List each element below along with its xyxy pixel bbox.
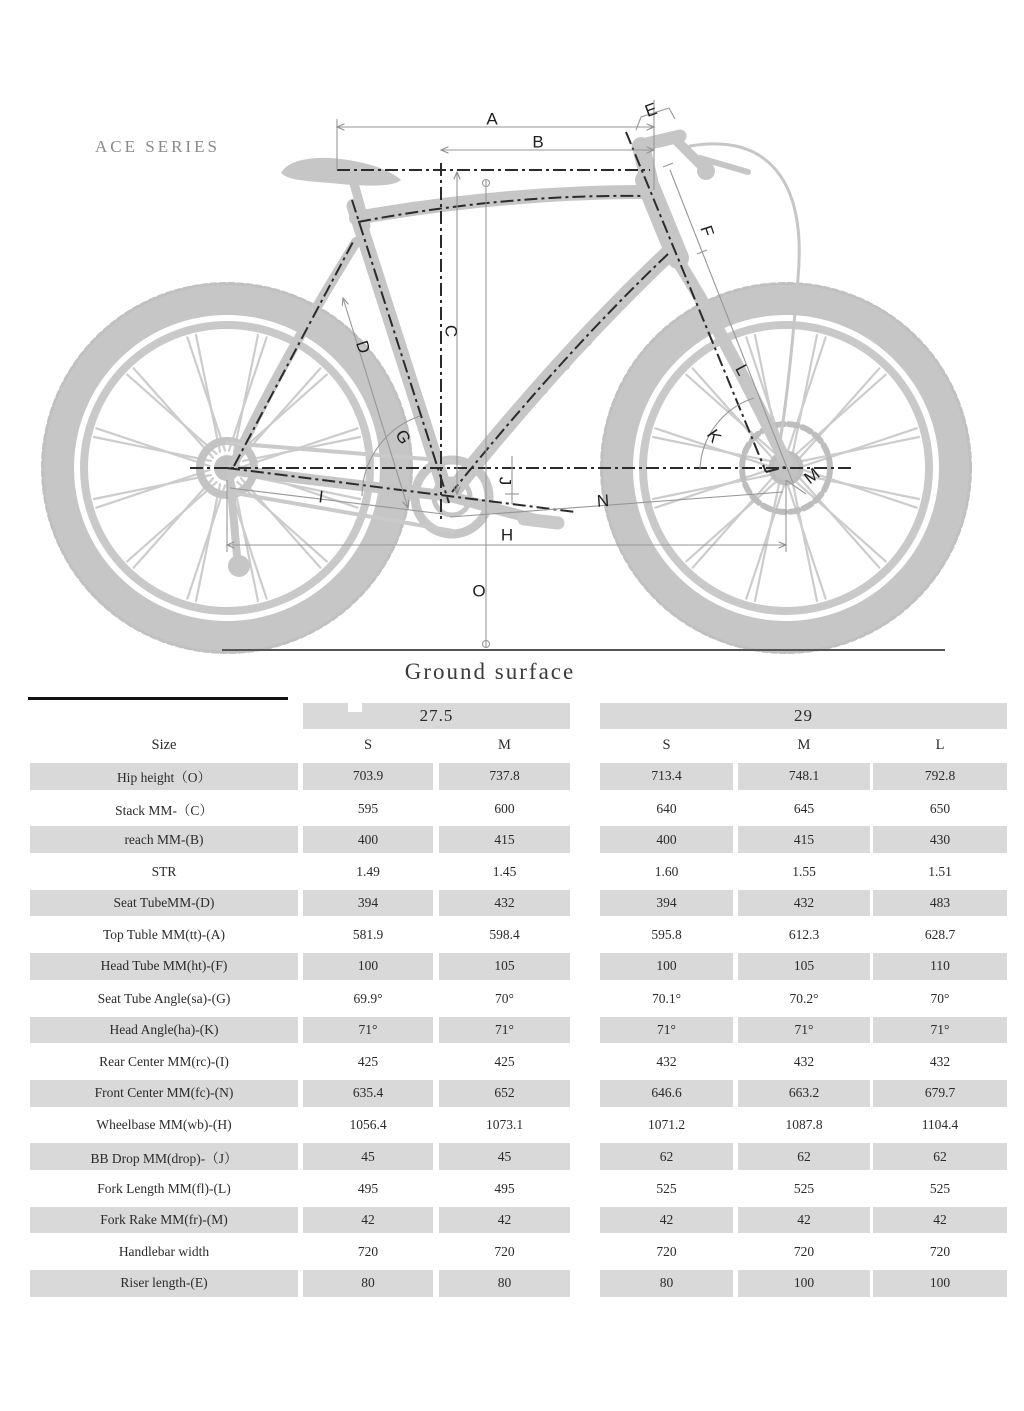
row-label: STR (151, 863, 177, 879)
value-cell: 69.9° (353, 990, 383, 1006)
row-label: Handlebar width (118, 1244, 210, 1260)
value-cell: 581.9 (352, 927, 384, 943)
value-cell: 595.8 (651, 927, 682, 943)
value-cell: 713.4 (600, 761, 733, 793)
value-cell: 100 (873, 1268, 1007, 1300)
value-cell: 80 (303, 1268, 433, 1300)
dim-label-K: K (702, 425, 726, 447)
value-cell: 1104.4 (921, 1117, 959, 1133)
dim-label-A: A (486, 109, 498, 129)
row-label: Head Angle(ha)-(K) (30, 1015, 298, 1047)
header-notch (348, 703, 362, 712)
value-cell: 495 (494, 1180, 515, 1196)
geometry-table (30, 703, 1007, 1300)
value-cell: 45 (303, 1141, 433, 1173)
value-cell: 652 (439, 1078, 570, 1110)
size-col-header: M (797, 736, 811, 753)
value-cell: 415 (738, 824, 870, 856)
value-cell: 70.2° (789, 990, 819, 1006)
size-header: Size (151, 736, 177, 753)
value-cell: 1.49 (356, 863, 380, 879)
dim-label-O: O (472, 581, 486, 601)
row-label: Fork Rake MM(fr)-(M) (30, 1205, 298, 1237)
value-cell: 45 (439, 1141, 570, 1173)
size-col-header: L (935, 736, 945, 753)
value-cell: 612.3 (788, 927, 820, 943)
value-cell: 394 (303, 888, 433, 920)
value-cell: 703.9 (303, 761, 433, 793)
value-cell: 400 (600, 824, 733, 856)
value-cell: 70.1° (651, 990, 682, 1006)
dim-label-D: D (352, 338, 374, 356)
value-cell: 432 (656, 1054, 677, 1070)
value-cell: 720 (494, 1244, 515, 1260)
value-cell: 1087.8 (785, 1117, 823, 1133)
row-label: Riser length-(E) (30, 1268, 298, 1300)
value-cell: 598.4 (489, 927, 520, 943)
value-cell: 415 (439, 824, 570, 856)
row-label: Stack MM-（C） (115, 802, 213, 818)
value-cell: 1.45 (492, 863, 517, 879)
value-cell: 432 (738, 888, 870, 920)
dim-label-N: N (596, 491, 610, 511)
size-col-header: S (662, 736, 671, 753)
value-cell: 720 (929, 1244, 951, 1260)
value-cell: 720 (357, 1244, 379, 1260)
dim-label-M: M (800, 464, 824, 488)
size-col-header: S (363, 736, 373, 753)
row-label: Seat TubeMM-(D) (30, 888, 298, 920)
row-label: Wheelbase MM(wb)-(H) (96, 1117, 232, 1133)
value-cell: 432 (929, 1054, 951, 1070)
value-cell: 1073.1 (485, 1117, 524, 1133)
value-cell: 80 (439, 1268, 570, 1300)
value-cell: 628.7 (924, 927, 956, 943)
dim-label-F: F (696, 223, 718, 239)
wheel-group-29-header: 29 (600, 703, 1007, 729)
dim-label-C: C (441, 324, 461, 338)
value-cell: 595 (357, 800, 379, 816)
row-label: Hip height（O） (30, 761, 298, 793)
value-cell: 1.51 (928, 863, 952, 879)
bike-silhouette (44, 132, 969, 651)
size-col-header: M (498, 736, 511, 753)
value-cell: 394 (600, 888, 733, 920)
dim-label-I: I (317, 487, 325, 507)
dim-label-E: E (642, 99, 660, 121)
value-cell: 650 (929, 800, 951, 816)
value-cell: 645 (793, 800, 815, 816)
value-cell: 105 (738, 951, 870, 983)
value-cell: 525 (793, 1180, 815, 1196)
value-cell: 432 (793, 1054, 815, 1070)
value-cell: 71° (600, 1015, 733, 1047)
value-cell: 62 (600, 1141, 733, 1173)
value-cell: 80 (600, 1268, 733, 1300)
value-cell: 432 (439, 888, 570, 920)
value-cell: 646.6 (600, 1078, 733, 1110)
value-cell: 663.2 (738, 1078, 870, 1110)
value-cell: 42 (439, 1205, 570, 1237)
dim-label-H: H (500, 525, 514, 545)
value-cell: 1.55 (792, 863, 816, 879)
value-cell: 42 (303, 1205, 433, 1237)
bike-geometry-diagram (0, 0, 1024, 700)
value-cell: 737.8 (439, 761, 570, 793)
value-cell: 1071.2 (647, 1117, 686, 1133)
value-cell: 495 (357, 1180, 379, 1196)
dim-label-G: G (391, 426, 415, 448)
value-cell: 600 (494, 800, 515, 816)
value-cell: 720 (656, 1244, 677, 1260)
value-cell: 100 (303, 951, 433, 983)
value-cell: 62 (873, 1141, 1007, 1173)
value-cell: 1.60 (654, 863, 679, 879)
value-cell: 430 (873, 824, 1007, 856)
row-label: Head Tube MM(ht)-(F) (30, 951, 298, 983)
dim-label-B: B (532, 132, 544, 152)
row-label: Rear Center MM(rc)-(I) (99, 1054, 229, 1070)
value-cell: 42 (738, 1205, 870, 1237)
value-cell: 1056.4 (349, 1117, 387, 1133)
value-cell: 62 (738, 1141, 870, 1173)
value-cell: 640 (656, 800, 677, 816)
value-cell: 425 (494, 1054, 515, 1070)
value-cell: 71° (873, 1015, 1007, 1047)
value-cell: 42 (600, 1205, 733, 1237)
value-cell: 71° (303, 1015, 433, 1047)
value-cell: 70° (495, 990, 514, 1006)
value-cell: 71° (738, 1015, 870, 1047)
value-cell: 425 (357, 1054, 379, 1070)
value-cell: 70° (930, 990, 950, 1006)
row-label: Top Tuble MM(tt)-(A) (102, 927, 226, 943)
row-label: BB Drop MM(drop)-（J） (30, 1141, 298, 1173)
row-label: reach MM-(B) (30, 824, 298, 856)
value-cell: 110 (873, 951, 1007, 983)
value-cell: 748.1 (738, 761, 870, 793)
value-cell: 400 (303, 824, 433, 856)
value-cell: 483 (873, 888, 1007, 920)
value-cell: 720 (793, 1244, 815, 1260)
wheel-group-27-5-header: 27.5 (303, 703, 570, 729)
value-cell: 105 (439, 951, 570, 983)
value-cell: 100 (738, 1268, 870, 1300)
value-cell: 71° (439, 1015, 570, 1047)
value-cell: 42 (873, 1205, 1007, 1237)
value-cell: 679.7 (873, 1078, 1007, 1110)
row-label: Fork Length MM(fl)-(L) (97, 1180, 231, 1196)
value-cell: 792.8 (873, 761, 1007, 793)
value-cell: 525 (656, 1180, 677, 1196)
saddle (281, 158, 401, 186)
value-cell: 635.4 (303, 1078, 433, 1110)
ground-surface-label: Ground surface (404, 659, 576, 684)
dim-label-L: L (731, 361, 753, 379)
row-label: Seat Tube Angle(sa)-(G) (97, 990, 231, 1006)
value-cell: 525 (929, 1180, 951, 1196)
dim-label-J: J (495, 476, 515, 486)
value-cell: 100 (600, 951, 733, 983)
table-top-rule (28, 697, 288, 700)
series-title: ACE SERIES (95, 137, 220, 156)
row-label: Front Center MM(fc)-(N) (30, 1078, 298, 1110)
